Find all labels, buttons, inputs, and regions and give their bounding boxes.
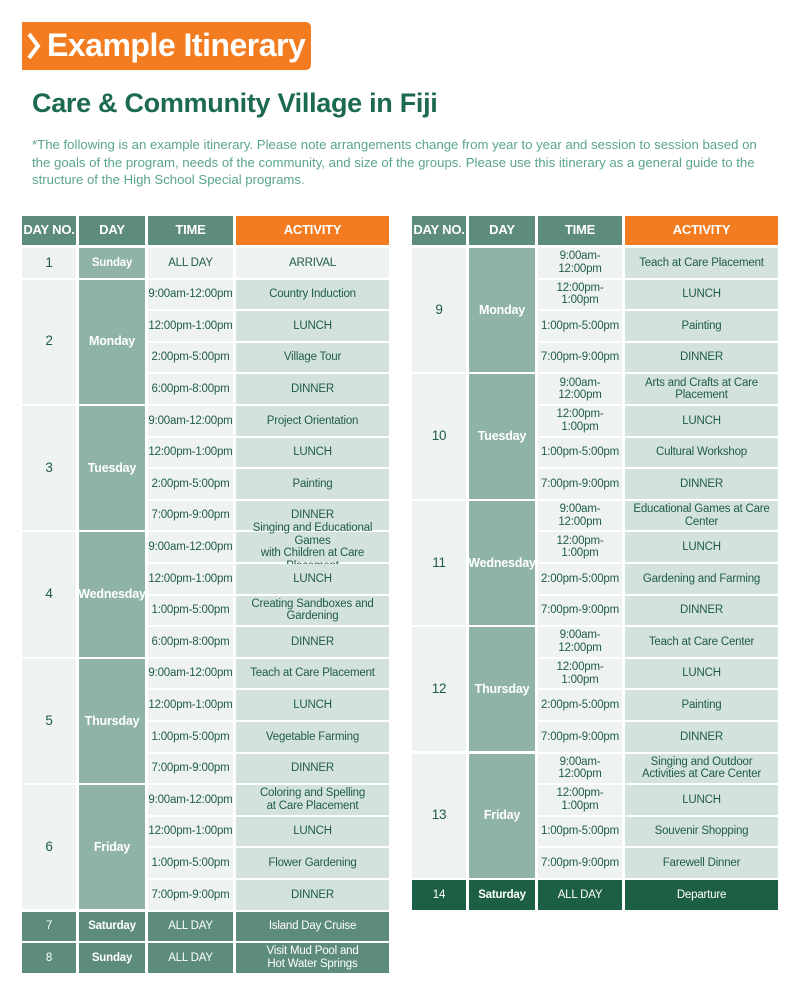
title-banner <box>22 22 311 70</box>
activity-cell: DINNER <box>236 501 389 531</box>
activity-cell: DINNER <box>625 722 778 752</box>
time-cell: 2:00pm-5:00pm <box>148 343 233 373</box>
time-cell: 12:00pm-1:00pm <box>538 406 622 436</box>
activity-cell: Coloring and Spelling at Care Placement <box>236 785 389 815</box>
activity-cell: Teach at Care Placement <box>236 659 389 689</box>
day-number: 9 <box>412 248 466 372</box>
header-day: DAY <box>469 216 535 245</box>
activity-cell: LUNCH <box>625 280 778 310</box>
activity-cell: Painting <box>236 469 389 499</box>
activity-cell: Island Day Cruise <box>236 912 389 942</box>
activity-cell: Vegetable Farming <box>236 722 389 752</box>
time-cell: 12:00pm-1:00pm <box>148 564 233 594</box>
time-cell: 9:00am-12:00pm <box>538 374 622 404</box>
time-cell: 6:00pm-8:00pm <box>148 627 233 657</box>
time-cell: ALL DAY <box>148 248 233 278</box>
page-title: Care & Community Village in Fiji <box>32 88 438 118</box>
activity-cell: LUNCH <box>625 406 778 436</box>
day-name: Monday <box>79 280 145 404</box>
header-activity: ACTIVITY <box>625 216 778 245</box>
time-cell: 12:00pm-1:00pm <box>148 438 233 468</box>
time-cell: 7:00pm-9:00pm <box>148 501 233 531</box>
time-cell: 9:00am-12:00pm <box>148 532 233 562</box>
activity-cell: DINNER <box>236 627 389 657</box>
header-time: TIME <box>538 216 622 245</box>
time-cell: 9:00am-12:00pm <box>538 248 622 278</box>
activity-cell: DINNER <box>625 343 778 373</box>
day-name: Friday <box>79 785 145 909</box>
time-cell: 6:00pm-8:00pm <box>148 374 233 404</box>
day-name: Tuesday <box>79 406 145 530</box>
day-number: 8 <box>22 943 76 973</box>
activity-cell: Country Induction <box>236 280 389 310</box>
activity-cell: LUNCH <box>236 311 389 341</box>
time-cell: 12:00pm-1:00pm <box>538 532 622 562</box>
header-day: DAY <box>79 216 145 245</box>
activity-cell: DINNER <box>236 754 389 784</box>
header-activity: ACTIVITY <box>236 216 389 245</box>
time-cell: 9:00am-12:00pm <box>148 659 233 689</box>
time-cell: ALL DAY <box>148 943 233 973</box>
activity-cell: DINNER <box>236 374 389 404</box>
activity-cell: ARRIVAL <box>236 248 389 278</box>
day-name: Sunday <box>79 248 145 278</box>
time-cell: ALL DAY <box>538 880 622 910</box>
day-name: Saturday <box>79 912 145 942</box>
header-time: TIME <box>148 216 233 245</box>
activity-cell: Cultural Workshop <box>625 438 778 468</box>
day-number: 12 <box>412 627 466 751</box>
day-number: 4 <box>22 532 76 656</box>
activity-cell: LUNCH <box>625 785 778 815</box>
itinerary-note: *The following is an example itinerary. Please note arrangements change from year to year and session to session based on the goals of the program, needs of the community, and size of the groups. Please use this itinerary as a general guide to the structure of the High School Special programs. <box>32 137 757 187</box>
day-name: Friday <box>469 754 535 878</box>
day-name: Monday <box>469 248 535 372</box>
day-number: 13 <box>412 754 466 878</box>
day-number: 14 <box>412 880 466 910</box>
time-cell: 1:00pm-5:00pm <box>148 848 233 878</box>
time-cell: 9:00am-12:00pm <box>538 754 622 784</box>
activity-cell: Visit Mud Pool and Hot Water Springs <box>236 943 389 973</box>
day-number: 10 <box>412 374 466 498</box>
day-number: 6 <box>22 785 76 909</box>
day-name: Thursday <box>469 627 535 751</box>
activity-cell: Project Orientation <box>236 406 389 436</box>
time-cell: 7:00pm-9:00pm <box>538 343 622 373</box>
time-cell: 1:00pm-5:00pm <box>538 311 622 341</box>
day-name: Wednesday <box>79 532 145 656</box>
day-number: 1 <box>22 248 76 278</box>
time-cell: 1:00pm-5:00pm <box>538 438 622 468</box>
day-name: Thursday <box>79 659 145 783</box>
time-cell: 12:00pm-1:00pm <box>148 311 233 341</box>
activity-cell: LUNCH <box>625 532 778 562</box>
time-cell: 9:00am-12:00pm <box>148 406 233 436</box>
time-cell: 12:00pm-1:00pm <box>148 690 233 720</box>
activity-cell: LUNCH <box>236 690 389 720</box>
time-cell: 12:00pm-1:00pm <box>538 659 622 689</box>
time-cell: 7:00pm-9:00pm <box>538 722 622 752</box>
activity-cell: DINNER <box>236 880 389 910</box>
day-name: Wednesday <box>469 501 535 625</box>
activity-cell: LUNCH <box>236 564 389 594</box>
activity-cell: Creating Sandboxes and Gardening <box>236 596 389 626</box>
time-cell: ALL DAY <box>148 912 233 942</box>
header-day-no: DAY NO. <box>412 216 466 245</box>
activity-cell: DINNER <box>625 596 778 626</box>
time-cell: 1:00pm-5:00pm <box>148 596 233 626</box>
activity-cell: Arts and Crafts at Care Placement <box>625 374 778 404</box>
activity-cell: Village Tour <box>236 343 389 373</box>
time-cell: 1:00pm-5:00pm <box>148 722 233 752</box>
activity-cell: Teach at Care Placement <box>625 248 778 278</box>
time-cell: 7:00pm-9:00pm <box>148 880 233 910</box>
time-cell: 9:00am-12:00pm <box>148 280 233 310</box>
time-cell: 1:00pm-5:00pm <box>538 817 622 847</box>
time-cell: 7:00pm-9:00pm <box>538 848 622 878</box>
time-cell: 2:00pm-5:00pm <box>538 564 622 594</box>
time-cell: 12:00pm-1:00pm <box>538 785 622 815</box>
day-number: 7 <box>22 912 76 942</box>
time-cell: 2:00pm-5:00pm <box>148 469 233 499</box>
day-number: 2 <box>22 280 76 404</box>
activity-cell: Painting <box>625 311 778 341</box>
activity-cell: Educational Games at Care Center <box>625 501 778 531</box>
day-number: 5 <box>22 659 76 783</box>
day-number: 11 <box>412 501 466 625</box>
activity-cell: DINNER <box>625 469 778 499</box>
activity-cell: Singing and Educational Games with Children at Care <box>236 532 389 562</box>
day-number: 3 <box>22 406 76 530</box>
activity-cell: Flower Gardening <box>236 848 389 878</box>
activity-cell: Departure <box>625 880 778 910</box>
header-day-no: DAY NO. <box>22 216 76 245</box>
activity-cell: Farewell Dinner <box>625 848 778 878</box>
time-cell: 12:00pm-1:00pm <box>148 817 233 847</box>
day-name: Tuesday <box>469 374 535 498</box>
day-name: Saturday <box>469 880 535 910</box>
day-name: Sunday <box>79 943 145 973</box>
time-cell: 7:00pm-9:00pm <box>538 596 622 626</box>
activity-cell: Teach at Care Center <box>625 627 778 657</box>
activity-cell: Singing and Outdoor Activities at Care Center <box>625 754 778 784</box>
activity-cell: LUNCH <box>625 659 778 689</box>
activity-cell: LUNCH <box>236 817 389 847</box>
time-cell: 12:00pm-1:00pm <box>538 280 622 310</box>
time-cell: 9:00am-12:00pm <box>538 627 622 657</box>
activity-cell: Souvenir Shopping <box>625 817 778 847</box>
time-cell: 7:00pm-9:00pm <box>148 754 233 784</box>
time-cell: 7:00pm-9:00pm <box>538 469 622 499</box>
activity-cell: LUNCH <box>236 438 389 468</box>
activity-cell: Gardening and Farming <box>625 564 778 594</box>
banner-title: Example Itinerary <box>47 27 306 63</box>
time-cell: 9:00am-12:00pm <box>538 501 622 531</box>
time-cell: 9:00am-12:00pm <box>148 785 233 815</box>
time-cell: 2:00pm-5:00pm <box>538 690 622 720</box>
activity-cell: Painting <box>625 690 778 720</box>
